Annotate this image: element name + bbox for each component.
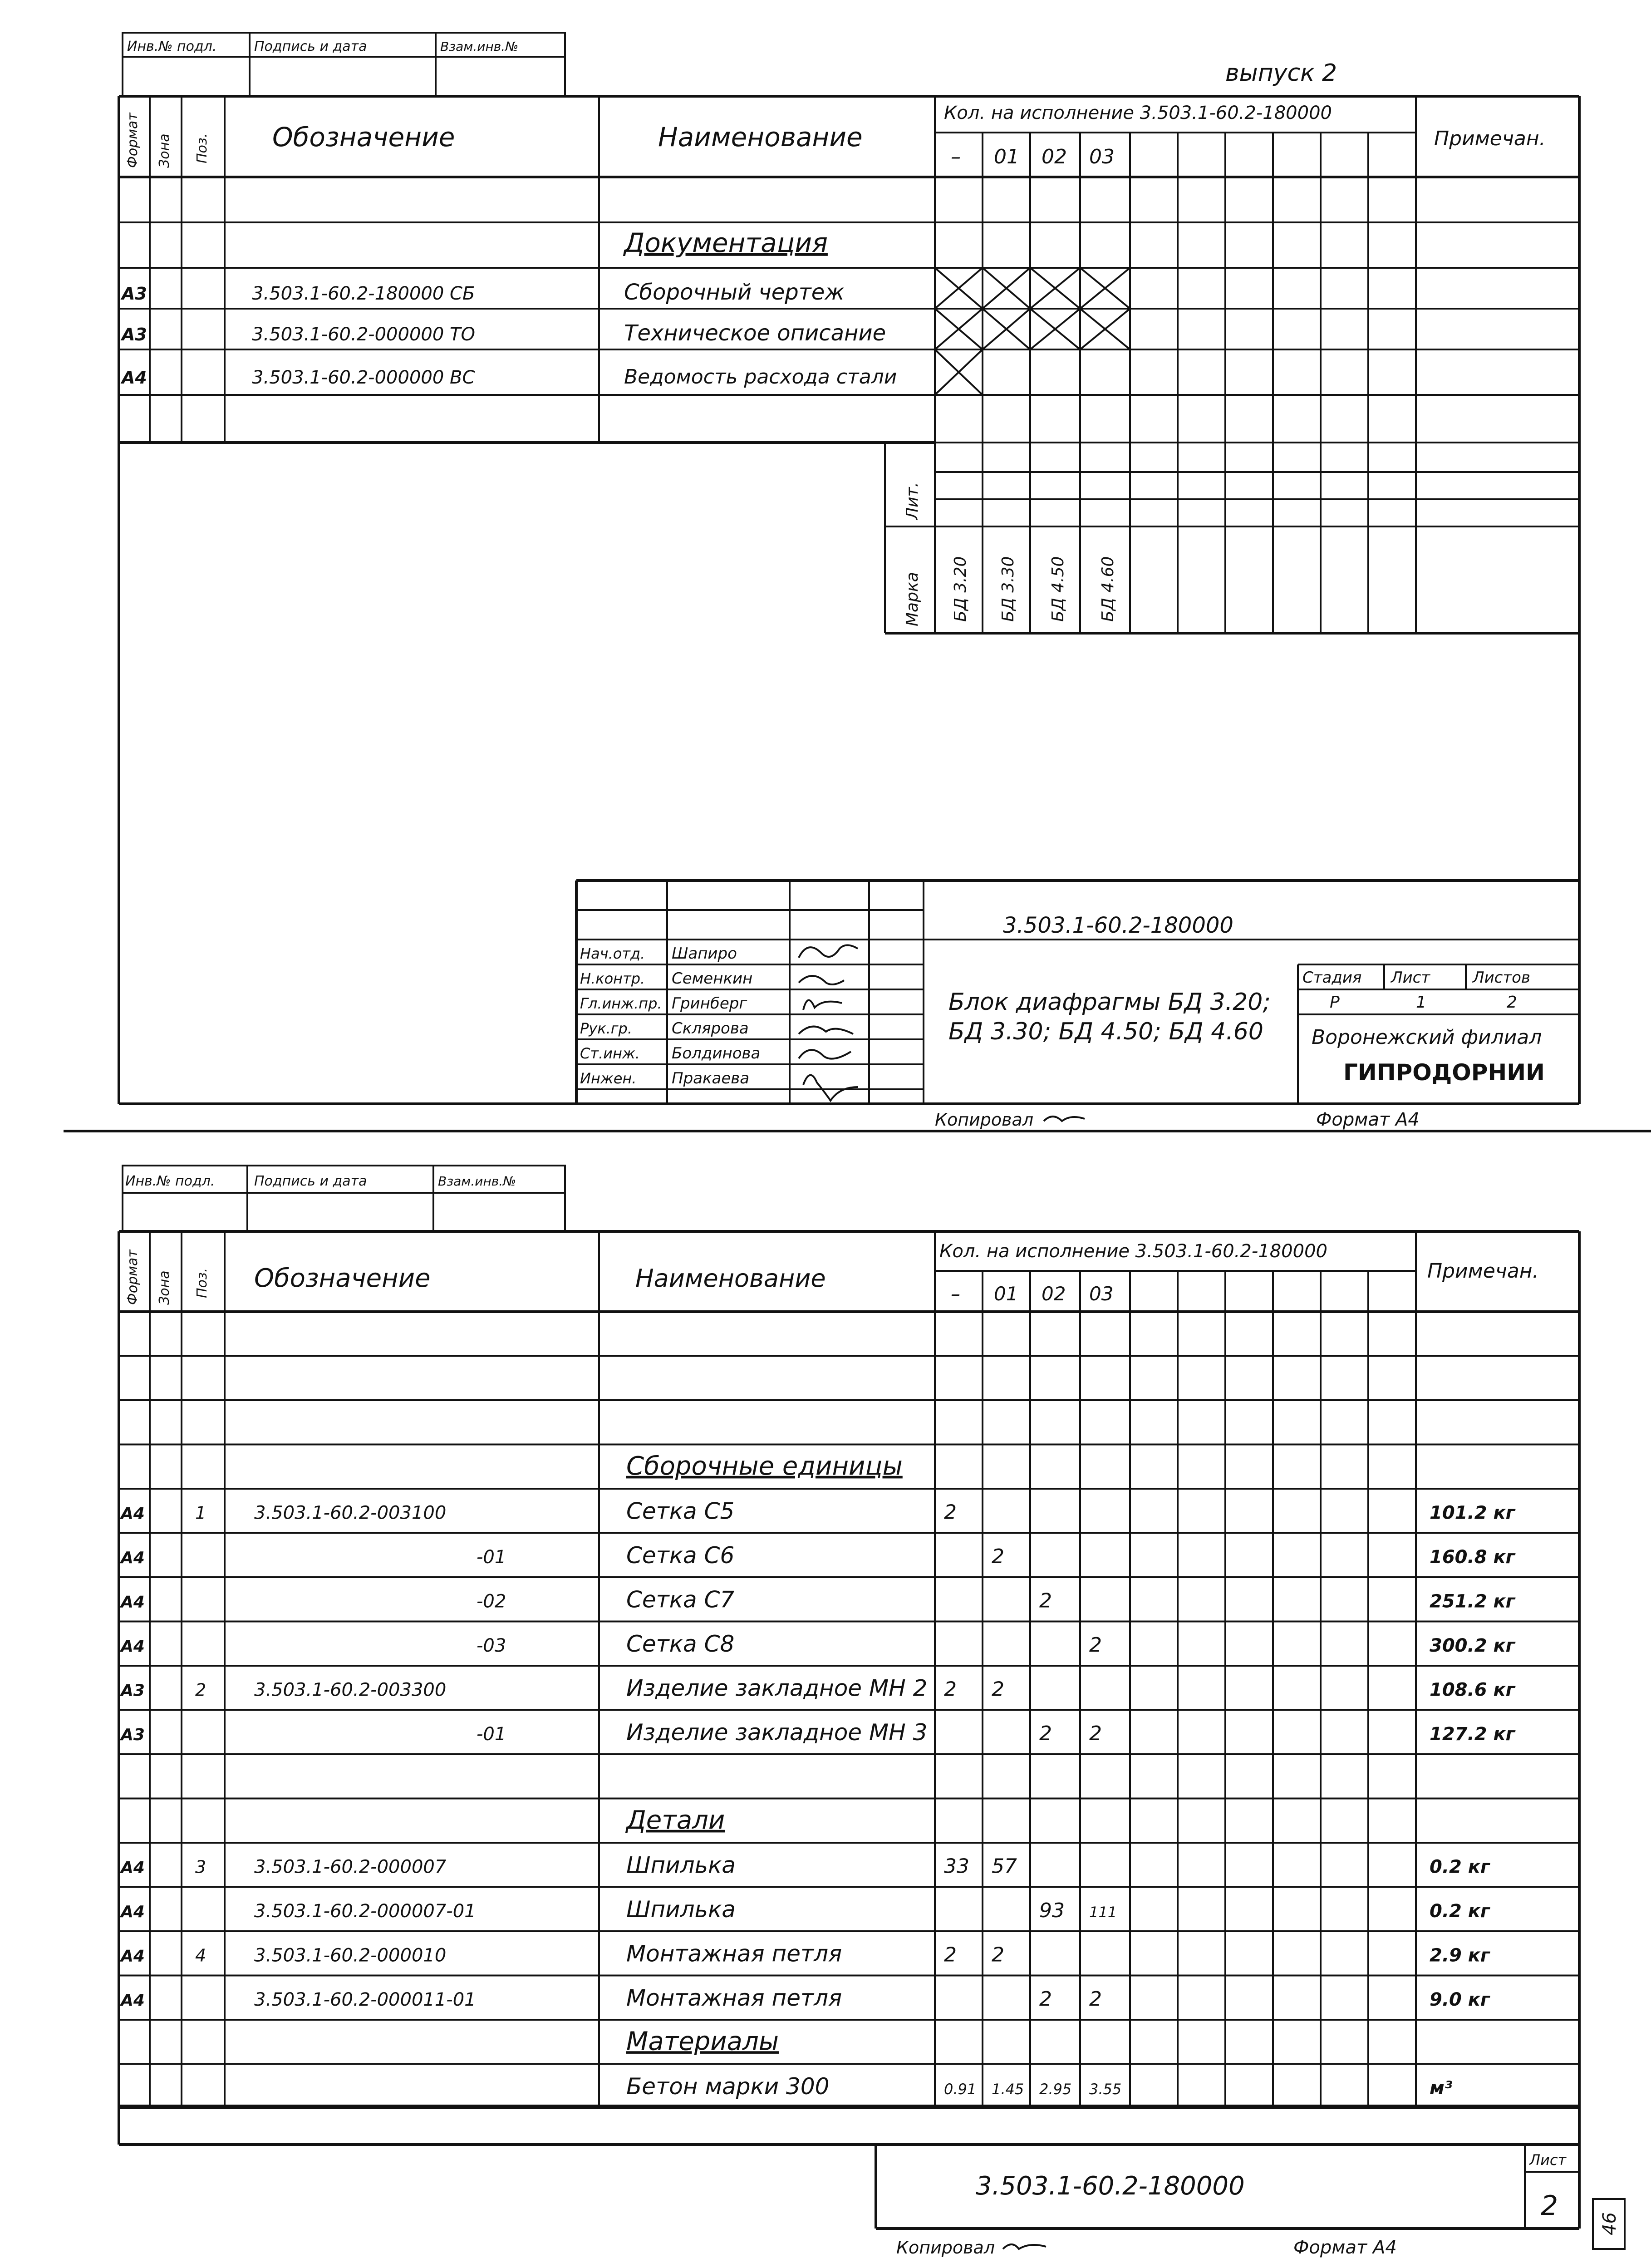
section-heading: Детали [626, 1805, 725, 1835]
row-qty: 2 [1089, 1987, 1102, 2011]
row-note: 2.9 кг [1430, 1945, 1490, 1966]
row-note: 9.0 кг [1430, 1989, 1490, 2010]
staff-name: Склярова [672, 1019, 749, 1038]
row-note: 160.8 кг [1430, 1546, 1515, 1568]
section-heading: Сборочные единицы [626, 1451, 903, 1481]
sheet-2 [119, 1166, 1625, 2258]
sheet1-col-pos: Поз. [194, 133, 210, 163]
row-qty: 2 [1039, 1589, 1052, 1613]
row-format: А4 [121, 1947, 145, 1966]
sheet1-variant-0: – [951, 145, 961, 168]
row-designation: 3.503.1-60.2-000010 [254, 1945, 447, 1966]
row-format: А4 [121, 1902, 145, 1921]
row-designation: -01 [477, 1723, 506, 1745]
row-qty: 2 [1089, 1722, 1102, 1745]
row-note: м³ [1430, 2077, 1453, 2099]
sheet2-stamp-replace: Взам.инв.№ [438, 1174, 516, 1189]
sheet2-sheet-number: 2 [1541, 2190, 1558, 2222]
row-format: А4 [121, 1504, 145, 1523]
section-heading: Материалы [626, 2027, 779, 2056]
sheet2-col-designation: Обозначение [254, 1264, 431, 1293]
row-qty: 2 [1089, 1633, 1102, 1657]
row-qty: 1.45 [992, 2080, 1024, 2098]
copied-signature [1044, 1117, 1085, 1121]
sheet1-doc-code: 3.503.1-60.2-180000 [1003, 913, 1233, 938]
row-name: Изделие закладное МН 2 [626, 1675, 928, 1702]
row-qty: 2 [992, 1943, 1004, 1967]
row-name: Монтажная петля [626, 1940, 842, 1967]
row-format: А4 [121, 1858, 145, 1877]
sheet1-col-designation: Обозначение [272, 122, 455, 153]
sheet1-lit-label: Лит. [903, 482, 922, 520]
sheet1-row-designation: 3.503.1-60.2-180000 СБ [252, 283, 475, 304]
sheet1-signatures [799, 945, 858, 1101]
row-qty: 111 [1089, 1903, 1117, 1921]
sheet2-stamp-inv: Инв.№ подл. [125, 1173, 215, 1189]
stage-value: Р [1330, 993, 1340, 1012]
sheet2-format: Формат А4 [1293, 2237, 1397, 2258]
sheet2-doc-code: 3.503.1-60.2-180000 [976, 2171, 1245, 2201]
sheet1-col-format: Формат [125, 113, 141, 168]
row-designation: 3.503.1-60.2-003100 [254, 1502, 447, 1524]
sheet2-variant-2: 02 [1042, 1283, 1066, 1305]
sheet2-sheet-label: Лист [1529, 2151, 1567, 2169]
row-designation: -01 [477, 1546, 506, 1568]
sheet1-section-docs: Документация [624, 227, 828, 258]
row-designation: -02 [477, 1591, 506, 1612]
sheet2-variant-0: – [951, 1283, 960, 1305]
row-qty: 57 [992, 1855, 1017, 1878]
row-qty: 2 [944, 1678, 957, 1701]
row-qty: 93 [1039, 1899, 1065, 1922]
sheet1-row-format: А3 [122, 325, 147, 344]
staff-name: Пракаева [672, 1069, 750, 1087]
row-format: А3 [121, 1725, 145, 1744]
row-name: Бетон марки 300 [626, 2073, 830, 2100]
sheet1-frame [119, 96, 1579, 1104]
sheet1-variant-1: 01 [994, 145, 1019, 168]
sheet1-col-note: Примечан. [1434, 127, 1546, 150]
sheet1-doc-rows [120, 280, 897, 389]
row-designation: 3.503.1-60.2-000007-01 [254, 1900, 476, 1922]
row-note: 127.2 кг [1430, 1723, 1515, 1745]
sheet2-col-zone: Зона [157, 1270, 172, 1305]
row-format: А4 [121, 1548, 145, 1567]
sheet1-title-line1: Блок диафрагмы БД 3.20; [948, 989, 1271, 1016]
sheet2-copied: Копировал [896, 2238, 995, 2258]
row-qty: 3.55 [1089, 2080, 1122, 2098]
row-designation: 3.503.1-60.2-003300 [254, 1679, 447, 1701]
sheet1-stamp-replace: Взам.инв.№ [440, 39, 519, 54]
sheet2-variant-1: 01 [994, 1283, 1018, 1305]
row-note: 101.2 кг [1430, 1502, 1515, 1524]
sheet1-stamp [123, 33, 565, 96]
staff-name: Болдинова [672, 1044, 761, 1063]
sheet1-mark: БД 4.50 [1049, 556, 1067, 622]
sheet2-stamp [123, 1166, 565, 1231]
row-name: Сетка С7 [626, 1586, 735, 1613]
row-qty: 0.91 [944, 2080, 977, 2098]
copied-signature [1003, 2244, 1046, 2249]
sheet1-row-format: А3 [122, 284, 147, 304]
row-position: 1 [195, 1503, 206, 1523]
sheet1-body-grid [119, 177, 1579, 633]
staff-role: Гл.инж.пр. [580, 995, 662, 1012]
sheet2-col-format: Формат [125, 1250, 141, 1305]
row-format: А3 [121, 1681, 145, 1700]
issue-label: выпуск 2 [1225, 59, 1337, 87]
sheet1-col-qty: Кол. на исполнение 3.503.1-60.2-180000 [944, 103, 1332, 123]
row-qty: 2 [992, 1678, 1004, 1701]
staff-name: Семенкин [672, 969, 753, 988]
row-format: А4 [121, 1637, 145, 1656]
sheet1-stamp-sign: Подпись и дата [254, 39, 367, 54]
row-position: 3 [195, 1857, 206, 1877]
row-qty: 2 [944, 1501, 957, 1524]
row-format: А4 [121, 1593, 145, 1612]
row-note: 0.2 кг [1430, 1900, 1490, 1922]
sheet2-variant-3: 03 [1089, 1283, 1114, 1305]
row-format: А4 [121, 1991, 145, 2010]
stage-label: Стадия [1302, 969, 1362, 987]
row-qty: 2 [992, 1545, 1004, 1568]
sheet2-col-pos: Поз. [194, 1268, 210, 1298]
row-qty: 2 [1039, 1722, 1052, 1745]
sheet1-row-designation: 3.503.1-60.2-000000 ВС [252, 367, 475, 388]
staff-role: Рук.гр. [580, 1020, 633, 1037]
staff-name: Гринберг [672, 994, 747, 1013]
sheet1-mark: БД 3.20 [951, 556, 970, 622]
row-designation: -03 [477, 1635, 506, 1656]
row-designation: 3.503.1-60.2-000007 [254, 1856, 447, 1878]
row-qty: 33 [944, 1855, 969, 1878]
staff-name: Шапиро [672, 945, 737, 963]
staff-role: Ст.инж. [580, 1045, 640, 1062]
sheet1-crossed-cells [935, 268, 1130, 395]
org-name-bold: ГИПРОДОРНИИ [1343, 1059, 1545, 1086]
sheet2-rows [119, 1356, 1579, 2109]
sheets-value: 2 [1507, 993, 1517, 1012]
row-note: 251.2 кг [1430, 1591, 1515, 1612]
row-note: 300.2 кг [1430, 1635, 1515, 1656]
org-name: Воронежский филиал [1312, 1026, 1542, 1049]
row-designation: 3.503.1-60.2-000011-01 [254, 1989, 476, 2010]
sheet1-row-designation: 3.503.1-60.2-000000 ТО [252, 324, 475, 345]
sheet2-col-note: Примечан. [1427, 1259, 1539, 1283]
sheet1-copied: Копировал [935, 1110, 1034, 1130]
sheet2-col-name: Наименование [635, 1264, 826, 1293]
row-name: Сетка С6 [626, 1542, 735, 1569]
row-note: 108.6 кг [1430, 1679, 1515, 1701]
sheet1-stamp-inv: Инв.№ подл. [127, 39, 217, 54]
sheet1-staff-list [580, 945, 760, 1087]
row-name: Изделие закладное МН 3 [626, 1719, 928, 1746]
row-position: 2 [195, 1680, 206, 1700]
staff-role: Инжен. [580, 1070, 637, 1087]
sheet-value: 1 [1416, 993, 1426, 1012]
sheet1-row-name: Сборочный чертеж [624, 280, 845, 305]
sheet2-col-qty: Кол. на исполнение 3.503.1-60.2-180000 [939, 1241, 1327, 1262]
sheet2-stamp-sign: Подпись и дата [254, 1173, 367, 1189]
sheet1-mark: БД 3.30 [999, 556, 1017, 622]
side-number: 46 [1599, 2212, 1620, 2235]
sheet-1 [119, 33, 1579, 1130]
staff-role: Н.контр. [580, 970, 645, 987]
sheet1-mark: БД 4.60 [1099, 556, 1117, 622]
row-position: 4 [195, 1945, 206, 1966]
sheet1-format: Формат А4 [1316, 1109, 1420, 1130]
row-qty: 2 [944, 1943, 957, 1967]
row-name: Шпилька [626, 1852, 736, 1879]
row-name: Сетка С8 [626, 1630, 735, 1657]
sheet1-row-format: А4 [122, 368, 147, 388]
sheet1-variant-2: 02 [1042, 145, 1067, 168]
row-qty: 2.95 [1039, 2080, 1072, 2098]
sheet1-title-line2: БД 3.30; БД 4.50; БД 4.60 [948, 1018, 1263, 1045]
row-name: Сетка С5 [626, 1498, 735, 1525]
sheet-label: Лист [1391, 969, 1430, 987]
sheet1-marka-label: Марка [903, 572, 922, 626]
sheet1-variant-3: 03 [1089, 145, 1115, 168]
sheet1-row-name: Техническое описание [624, 320, 886, 346]
sheet1-col-zone: Зона [157, 133, 172, 168]
sheet1-col-name: Наименование [658, 122, 863, 153]
row-qty: 2 [1039, 1987, 1052, 2011]
sheet1-row-name: Ведомость расхода стали [624, 365, 897, 389]
row-note: 0.2 кг [1430, 1856, 1490, 1878]
row-name: Шпилька [626, 1896, 736, 1923]
sheets-label: Листов [1473, 969, 1531, 987]
staff-role: Нач.отд. [580, 945, 645, 962]
row-name: Монтажная петля [626, 1984, 842, 2011]
